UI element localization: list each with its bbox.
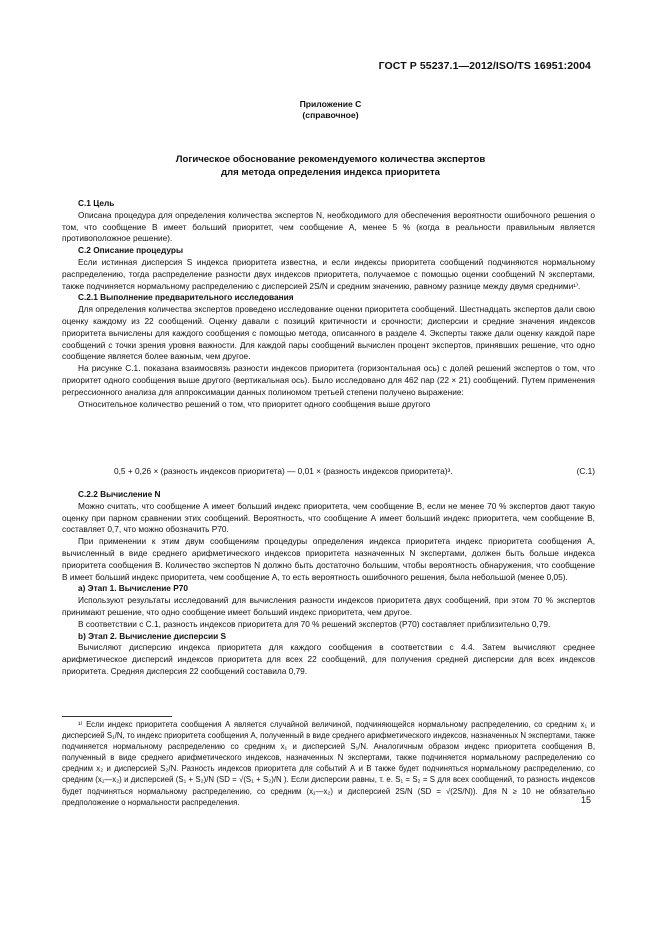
paragraph: В соответствии с С.1, разность индексов приоритета для 70 % решений экспертов (Р70) составляет приблизительно 0,79.: [78, 618, 551, 629]
paragraph: На рисунке С.1. показана взаимосвязь разности индексов приоритета (горизонтальная ось) с долей решений экспертов о том, что приоритет одного сообщения выше другого (вертикальная ось). Было исследовано для 462 пар (22 × 21) сообщений. Путем применения регрессионного анализа для аппроксимации данных полиномом третьей степени получено выражение:: [62, 363, 595, 397]
section-heading-c21: С.2.1 Выполнение предварительного исследования: [78, 292, 294, 303]
paragraph: Можно считать, что сообщение А имеет больший индекс приоритета, чем сообщение В, если не менее 70 % экспертов дают такую оценку при парном сравнении этих сообщений. Вероятность, что сообщение А имеет больший индекс приоритета, чем сообщение В, составляет 0,7, что можно обозначить Р70.: [62, 500, 595, 535]
section-heading-c2: С.2 Описание процедуры: [78, 245, 184, 256]
paragraph: Вычисляют дисперсию индекса приоритета для каждого сообщения в соответствии с 4.4. Затем вычисляют среднее арифметическое дисперсий индексов приоритета для всех 22 сообщений, для получения средней дисперсии для всех индексов приоритета. Средняя дисперсия 22 сообщений составила 0,79.: [62, 642, 595, 676]
formula-expression: 0,5 + 0,26 × (разность индексов приоритета) — 0,01 × (разность индексов приоритета)³.: [114, 466, 453, 476]
section-heading-c22: С.2.2 Вычисление N: [78, 489, 161, 499]
annex-heading-line2: для метода определения индекса приоритета: [220, 167, 441, 178]
footnote-separator: [62, 716, 172, 717]
annex-status: (справочное): [302, 110, 359, 120]
step-heading-a: а) Этап 1. Вычисление Р70: [78, 583, 188, 594]
paragraph: Используют результаты исследований для вычисления разности индексов приоритета двух сообщений, при этом 70 % экспертов принимают решение, что одно сообщение имеет больший индекс приоритета, чем другое.: [62, 595, 595, 617]
paragraph: Описана процедура для определения количества экспертов N, необходимого для обеспечения вероятности ошибочного решения о том, что сообщение В имеет больший приоритет, чем сообщение А, менее 5 % (когда в реальности правильным является противоположное решение).: [62, 209, 595, 244]
standard-header: ГОСТ Р 55237.1—2012/ISO/TS 16951:2004: [378, 60, 591, 72]
body-text-bottom: [62, 489, 595, 678]
paragraph: Относительное количество решений о том, что приоритет одного сообщения выше другого: [78, 398, 431, 409]
annex-heading-line1: Логическое обоснование рекомендуемого количества экспертов: [175, 154, 486, 165]
paragraph: При применении к этим двум сообщениям процедуры определения индекса приоритета индекс приоритета сообщения А, вычисленный в виде среднего арифметического индексов приоритета назначенных N экспертами, должен быть больше индекса приоритета сообщения В. Количество экспертов N должно быть достаточно большим, чтобы вероятность обнаружения, что сообщение В имеет больший индекс приоритета, чем сообщение А, то есть вероятность ошибочного решения, была небольшой (менее 0,05).: [62, 536, 595, 582]
footnote: [62, 719, 595, 808]
page-number: 15: [580, 795, 591, 805]
paragraph: Если истинная дисперсия S индекса приоритета известна, и если индексы приоритета сообщений подчиняются нормальному распределению, тогда распределение разности двух индексов приоритета, получаемое с помощью оценки сообщений N экспертами, также подчиняется нормальному распределению с дисперсией 2S/N и средним значению, равному разнице между двумя средними¹⁾.: [62, 256, 595, 291]
annex-title: Приложение С: [299, 99, 362, 109]
section-heading-c1: С.1 Цель: [78, 198, 115, 208]
formula-number: (С.1): [576, 466, 595, 476]
body-text-top: [62, 198, 595, 410]
step-heading-b: b) Этап 2. Вычисление дисперсии S: [78, 630, 227, 641]
footnote-text: ¹⁾ Если индекс приоритета сообщения А является случайной величиной, подчиняющейся нормальному распределению, со средним x₁ и дисперсией S₁/N, то индекс приоритета сообщения А, полученный в виде среднего арифметического индексов, назначенных N экспертами, также подчиняется нормальному распределению со средним x₁ и дисперсией S₁/N. Аналогичным образом индекс приоритета сообщения В, полученный в виде среднего арифметического индексов, назначенных N экспертами, также подчиняется нормальному распределению со средним x₂ и дисперсией S₂/N. Разность индексов приоритета для событий А и В также будет подчиняться нормальному распределению, со средним (x₁—x₂) и дисперсией (S₁ + S₂)/N (SD = √(S₁ + S₂)/N ). Если дисперсии равны, т. е. S₁ = S₂ = S для всех сообщений, то разность индексов будет подчиняться нормальному распределению, со средним (x₁—x₂) и дисперсией 2S/N (SD = √(2S/N)). Для N ≥ 10 не обязательно предположение о нормальности распределения.: [62, 720, 595, 807]
paragraph: Для определения количества экспертов проведено исследование оценки приоритета сообщений. Шестнадцать экспертов дали свою оценку каждому из 22 сообщений. Оценку давали с позиций критичности и срочности; дисперсии и средние значения индексов приоритета вычислены для каждого сообщения с помощью метода, описанного в разделе 4. Эксперты также дали оценку каждой паре сообщений с точки зрения уровня важности. Для каждой пары сообщений вычислен процент экспертов, принявших решение, что одно сообщение является более важным, чем другое.: [62, 304, 595, 362]
